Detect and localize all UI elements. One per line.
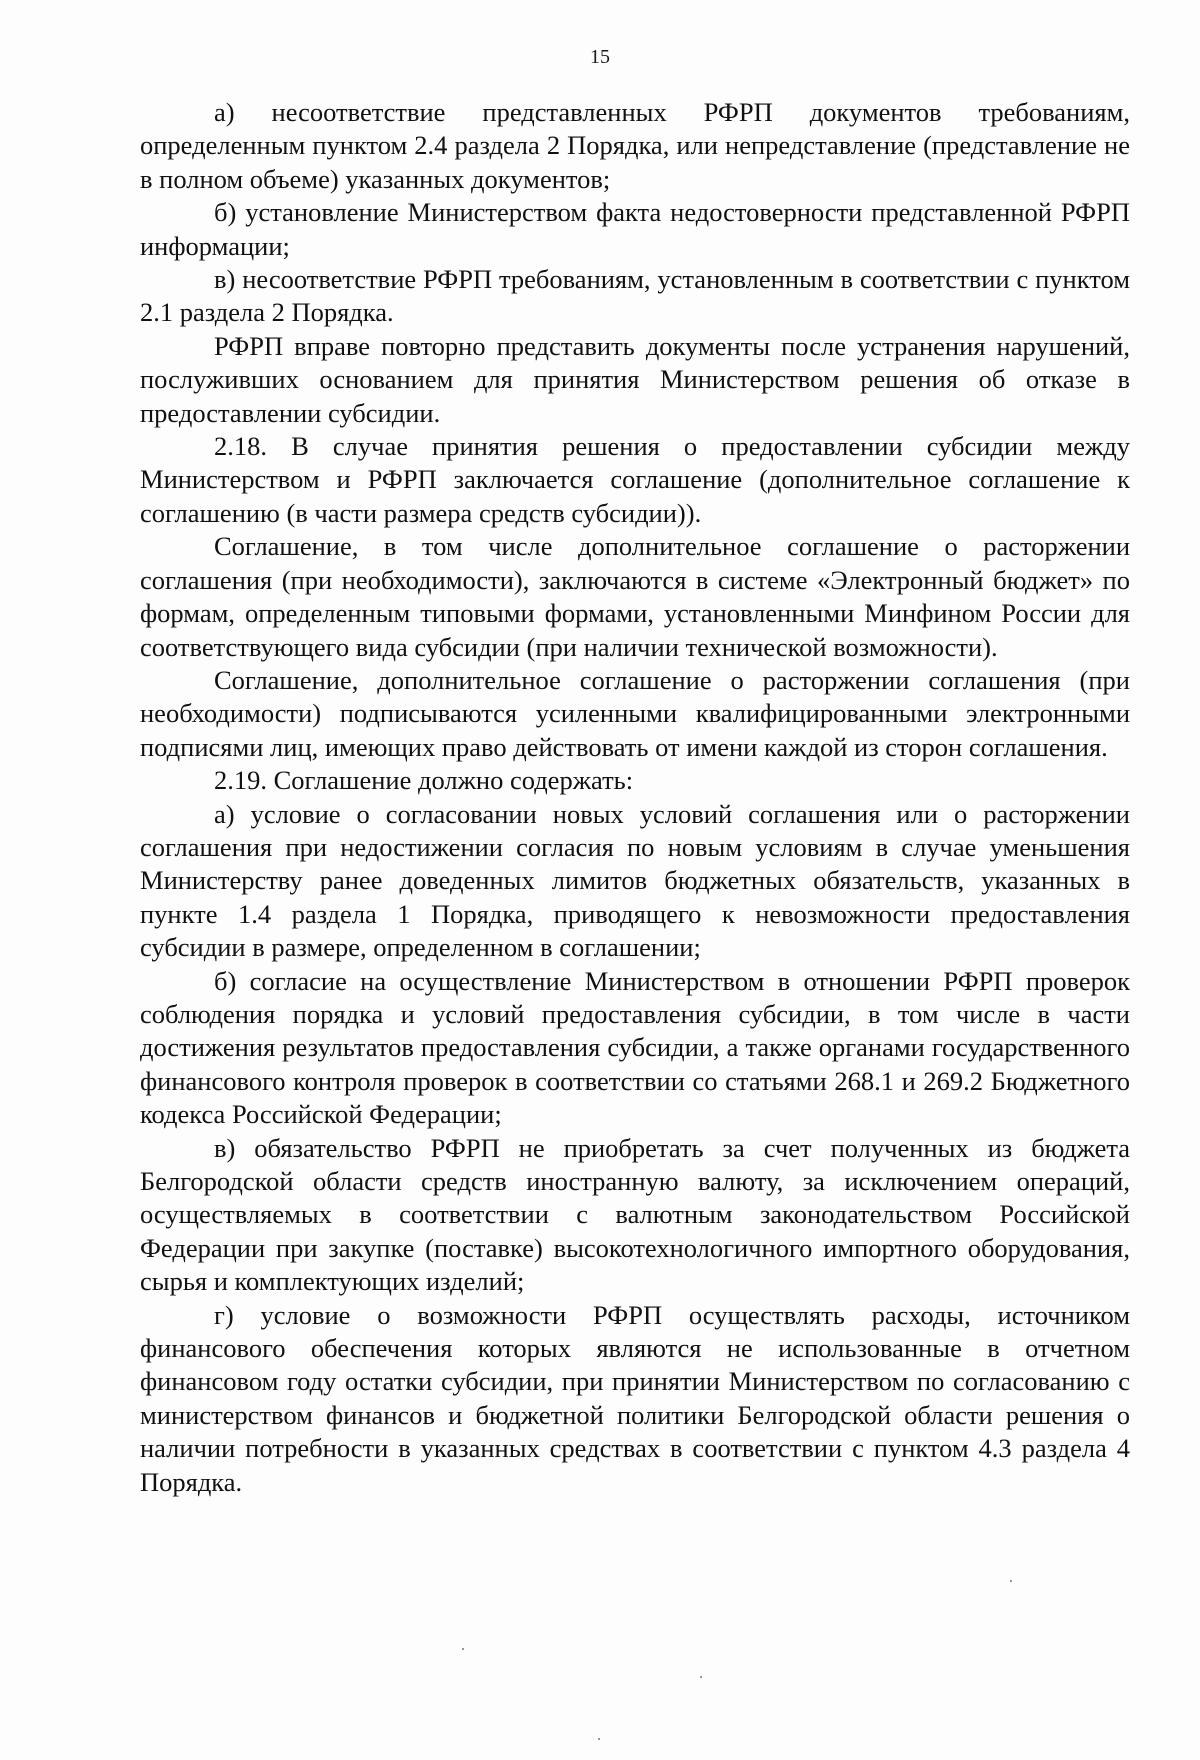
paragraph-item-g-expenses: г) условие о возможности РФРП осуществлять расходы, источником финансового обеспечения которых являются не использованные в отчетном финансовом году остатки субсидии, при принятии Министерством по согласованию с министерством финансов и бюджетной политики Белгородской области решения о наличии потребности в указанных средствах в соответствии с пунктом 4.3 раздела 4 Порядка.: [140, 1299, 1130, 1497]
paragraph-item-a-conditions: а) условие о согласовании новых условий соглашения или о расторжении соглашения при недостижении согласия по новым условиям в случае уменьшения Министерству ранее доведенных лимитов бюджетных обязательств, указанных в пункте 1.4 раздела 1 Порядка, приводящего к невозможности предоставления субсидии в размере, определенном в соглашении;: [140, 798, 1130, 963]
page-number: 15: [590, 46, 610, 68]
scan-speck: [700, 1676, 702, 1678]
scan-speck: [598, 1738, 600, 1740]
paragraph-section-2-19: 2.19. Соглашение должно содержать:: [214, 765, 634, 796]
paragraph-item-b-inspections: б) согласие на осуществление Министерством в отношении РФРП проверок соблюдения порядка и условий предоставления субсидии, в том числе в части достижения результатов предоставления субсидии, а также органами государственного финансового контроля проверок в соответствии со статьями 268.1 и 269.2 Бюджетного кодекса Российской Федерации;: [140, 965, 1130, 1130]
paragraph-item-v-currency: в) обязательство РФРП не приобретать за счет полученных из бюджета Белгородской области средств иностранную валюту, за исключением операций, осуществляемых в соответствии с валютным законодательством Российской Федерации при закупке (поставке) высокотехнологичного импортного оборудования, сырья и комплектующих изделий;: [140, 1132, 1130, 1297]
scan-speck: [462, 1648, 464, 1650]
paragraph-item-b-false-information: б) установление Министерством факта недостоверности представленной РФРП информации;: [140, 197, 1130, 261]
paragraph-signatures: Соглашение, дополнительное соглашение о расторжении соглашения (при необходимости) подписываются усиленными квалифицированными электронными подписями лиц, имеющих право действовать от имени каждой из сторон соглашения.: [140, 664, 1130, 762]
document-body: [140, 96, 1130, 1499]
paragraph-electronic-budget: Соглашение, в том числе дополнительное соглашение о расторжении соглашения (при необходимости), заключаются в системе «Электронный бюджет» по формам, определенным типовыми формами, установленными Минфином России для соответствующего вида субсидии (при наличии технической возможности).: [140, 531, 1130, 662]
scan-speck: [1010, 1580, 1012, 1582]
paragraph-item-a-nonconformity: а) несоответствие представленных РФРП документов требованиям, определенным пунктом 2.4 раздела 2 Порядка, или непредставление (представление не в полном объеме) указанных документов;: [140, 97, 1130, 194]
paragraph-section-2-18: 2.18. В случае принятия решения о предоставлении субсидии между Министерством и РФРП заключается соглашение (дополнительное соглашение к соглашению (в части размера средств субсидии)).: [140, 431, 1130, 528]
paragraph-resubmission: РФРП вправе повторно представить документы после устранения нарушений, послуживших основанием для принятия Министерством решения об отказе в предоставлении субсидии.: [140, 330, 1130, 428]
paragraph-item-v-requirements: в) несоответствие РФРП требованиям, установленным в соответствии с пунктом 2.1 раздела 2 Порядка.: [140, 264, 1130, 328]
